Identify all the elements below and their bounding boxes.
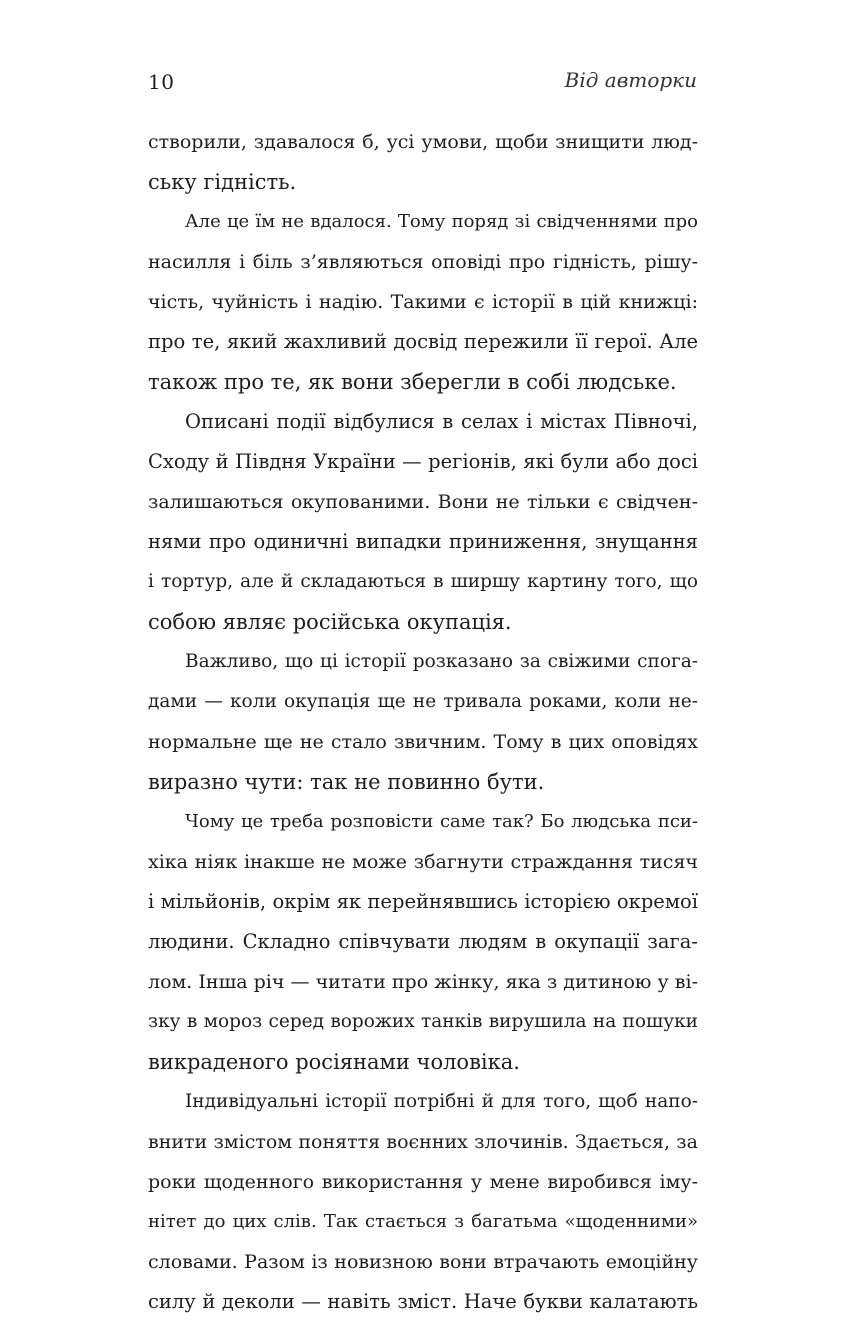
text-line: також про те, як вони зберегли в собі людське. bbox=[148, 370, 677, 394]
text-line: про те, який жахливий досвід пережили її герої. Але bbox=[148, 330, 698, 353]
text-line: Важливо, що ці історії розказано за свіжими спога- bbox=[185, 651, 698, 672]
text-line: нормальне ще не стало звичним. Тому в цих оповідях bbox=[148, 731, 698, 753]
text-line: лом. Інша річ — читати про жінку, яка з дитиною у ві- bbox=[148, 971, 698, 993]
text-line: і мільйонів, окрім як перейнявшись історією окремої bbox=[148, 890, 698, 913]
text-line: собою являє російська окупація. bbox=[148, 610, 512, 634]
text-line: Описані події відбулися в селах і містах Півночі, bbox=[185, 410, 698, 433]
text-line: нями про одиничні випадки приниження, знущання bbox=[148, 530, 698, 553]
body-text bbox=[148, 122, 698, 1322]
text-line: нітет до цих слів. Так стається з багатьма «щоденними» bbox=[148, 1211, 698, 1232]
text-line: внити змістом поняття воєнних злочинів. Здається, за bbox=[148, 1131, 698, 1153]
text-line: і тортур, але й складаються в ширшу картину того, що bbox=[148, 571, 698, 592]
text-line: словами. Разом із новизною вони втрачають емоційну bbox=[148, 1251, 698, 1273]
text-line: Індивідуальні історії потрібні й для того, щоб напо- bbox=[185, 1091, 698, 1112]
text-line: роки щоденного використання у мене виробився іму- bbox=[148, 1171, 698, 1193]
text-line: ську гідність. bbox=[148, 170, 297, 194]
text-line: створили, здавалося б, усі умови, щоби знищити люд- bbox=[148, 131, 698, 153]
text-line: Але це їм не вдалося. Тому поряд зі свідченнями про bbox=[185, 211, 698, 232]
text-line: виразно чути: так не повинно бути. bbox=[148, 770, 545, 794]
text-line: викраденого росіянами чоловіка. bbox=[148, 1050, 520, 1074]
text-line: людини. Складно співчувати людям в окупації зага- bbox=[148, 930, 698, 953]
page-number: 10 bbox=[148, 70, 175, 94]
text-line: Чому це треба розповісти саме так? Бо людська пси- bbox=[185, 811, 698, 832]
text-line: чість, чуйність і надію. Такими є історії в цій книжці: bbox=[148, 291, 698, 313]
text-line: силу й деколи — навіть зміст. Наче букви калатають bbox=[148, 1290, 698, 1313]
text-line: дами — коли окупація ще не тривала роками, коли не- bbox=[148, 691, 698, 712]
text-line: насилля і біль з’являються оповіді про гідність, рішу- bbox=[148, 251, 698, 273]
text-line: хіка ніяк інакше не може збагнути страждання тисяч bbox=[148, 851, 698, 873]
text-line: зку в мороз серед ворожих танків вирушила на пошуки bbox=[148, 1011, 698, 1032]
text-line: залишаються окупованими. Вони не тільки є свідчен- bbox=[148, 491, 698, 513]
text-line: Сходу й Півдня України — регіонів, які були або досі bbox=[148, 450, 698, 473]
running-head: Від авторки bbox=[564, 68, 697, 92]
